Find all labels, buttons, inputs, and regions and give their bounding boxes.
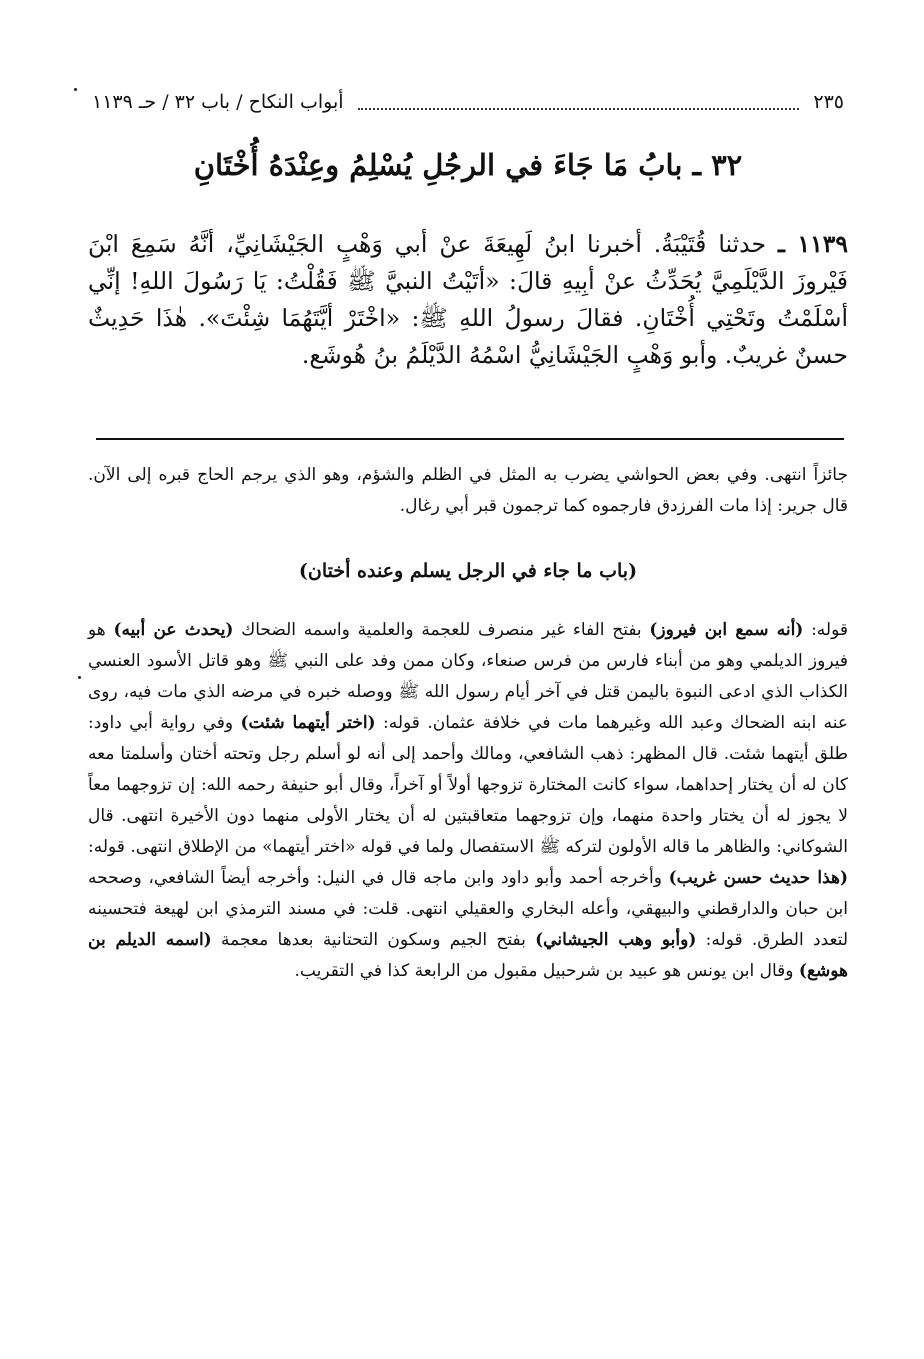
hadith-text (88, 226, 848, 374)
scan-speck (74, 88, 77, 91)
commentary-quote: (اختر أيتهما شئت) (240, 713, 376, 733)
commentary-text: قوله: (803, 620, 849, 640)
page-header (92, 84, 844, 120)
commentary-text: بفتح الجيم وسكون التحتانية بعدها معجمة (211, 930, 536, 950)
commentary-text: وقال ابن يونس هو عبيد بن شرحبيل مقبول من الرابعة كذا في التقريب. (294, 961, 799, 981)
running-title: أبواب النكاح / باب ٣٢ / حـ ١١٣٩ (92, 91, 344, 113)
header-dot-leader (358, 100, 800, 110)
commentary-text: وفي رواية أبي داود: طلق أيتهما شئت. قال المظهر: ذهب الشافعي، ومالك وأحمد إلى أنه لو أسلم رجل وتحته أختان وأسلمتا معه كان له أن يختار إحداهما، سواء كانت المختارة تزوجها أولاً أو آخراً، وقال أبو حنيفة رحمه الله: إن تزوجهما معاً لا يجوز له أن يختار واحدة منهما، وإن تزوجهما متعاقبتين له أن يختار الأولى منهما دون الأخيرة انتهى. قال الشوكاني: والظاهر ما قاله الأولون لتركه ﷺ الاستفصال ولما في قوله «اختر أيتهما» من الإطلاق انتهى. قوله: (88, 713, 848, 857)
scan-speck (78, 676, 81, 679)
page-number: ٢٣٥ (813, 91, 844, 113)
commentary-quote: (هذا حديث حسن غريب) (668, 868, 848, 888)
commentary-text: هو فيروز الديلمي وهو من أبناء فارس من فرس صنعاء، وكان ممن وفد على النبي ﷺ وهو قاتل الأسود العنسي الكذاب الذي ادعى النبوة باليمن قتل في آخر أيام رسول الله ﷺ ووصله خبره في مرضه الذي مات فيه، روى عنه ابنه الضحاك وعبد الله وغيرهما مات في خلافة عثمان. قوله: (88, 620, 848, 733)
commentary-section (88, 460, 848, 987)
commentary-quote: (يحدث عن أبيه) (113, 620, 234, 640)
commentary-quote: (أنه سمع ابن فيروز) (649, 620, 804, 640)
chapter-title: ٣٢ ـ بابُ مَا جَاءَ في الرجُلِ يُسْلِمُ وعِنْدَهُ أُخْتَانِ (193, 148, 743, 182)
commentary-text: وأخرجه أحمد وأبو داود وابن ماجه قال في النيل: وأخرجه أيضاً الشافعي، وصححه ابن حبان والدارقطني والبيهقي، وأعله البخاري والعقيلي انتهى. قلت: في مسند الترمذي ابن لهيعة فتحسينه لتعدد الطرق. قوله: (88, 868, 849, 950)
commentary-heading: (باب ما جاء في الرجل يسلم وعنده أختان) (298, 560, 638, 582)
commentary-quote: (وأبو وهب الجيشاني) (535, 930, 697, 950)
footnote-divider (96, 438, 844, 440)
commentary-intro: جائزاً انتهى. وفي بعض الحواشي يضرب به المثل في الظلم والشؤم، وهو الذي يرجم الحاج قبره إلى الآن. قال جرير: إذا مات الفرزدق فارجموه كما ترجمون قبر أبي رغال. (88, 465, 848, 516)
hadith-body: حدثنا قُتَيْبَةُ. أخبرنا ابنُ لَهِيعَةَ عنْ أبي وَهْبٍ الجَيْشَانِيِّ، أنَّهُ سَمِعَ ابْنَ فَيْروزَ الدَّيْلَمِيَّ يُحَدِّثُ عنْ أبِيهِ قالَ: «أتَيْتُ النبيَّ ﷺ فَقُلْتُ: يَا رَسُولَ اللهِ! إنِّي أسْلَمْتُ وتَحْتِي أُخْتَانِ. فقالَ رسولُ اللهِ ﷺ: «اخْتَرْ أيَّتَهُمَا شِئْتَ». هٰذَا حَدِيثٌ حسنٌ غريبٌ. وأبو وَهْبٍ الجَيْشَانِيُّ اسْمُهُ الدَّيْلَمُ بنُ هُوشَع. (88, 230, 848, 369)
commentary-body (88, 615, 848, 987)
hadith-number: ١١٣٩ ـ (777, 230, 848, 258)
commentary-quote: (اسمه الديلم بن هوشع) (88, 930, 848, 981)
commentary-text: بفتح الفاء غير منصرف للعجمة والعلمية واسمه الضحاك (233, 620, 650, 640)
